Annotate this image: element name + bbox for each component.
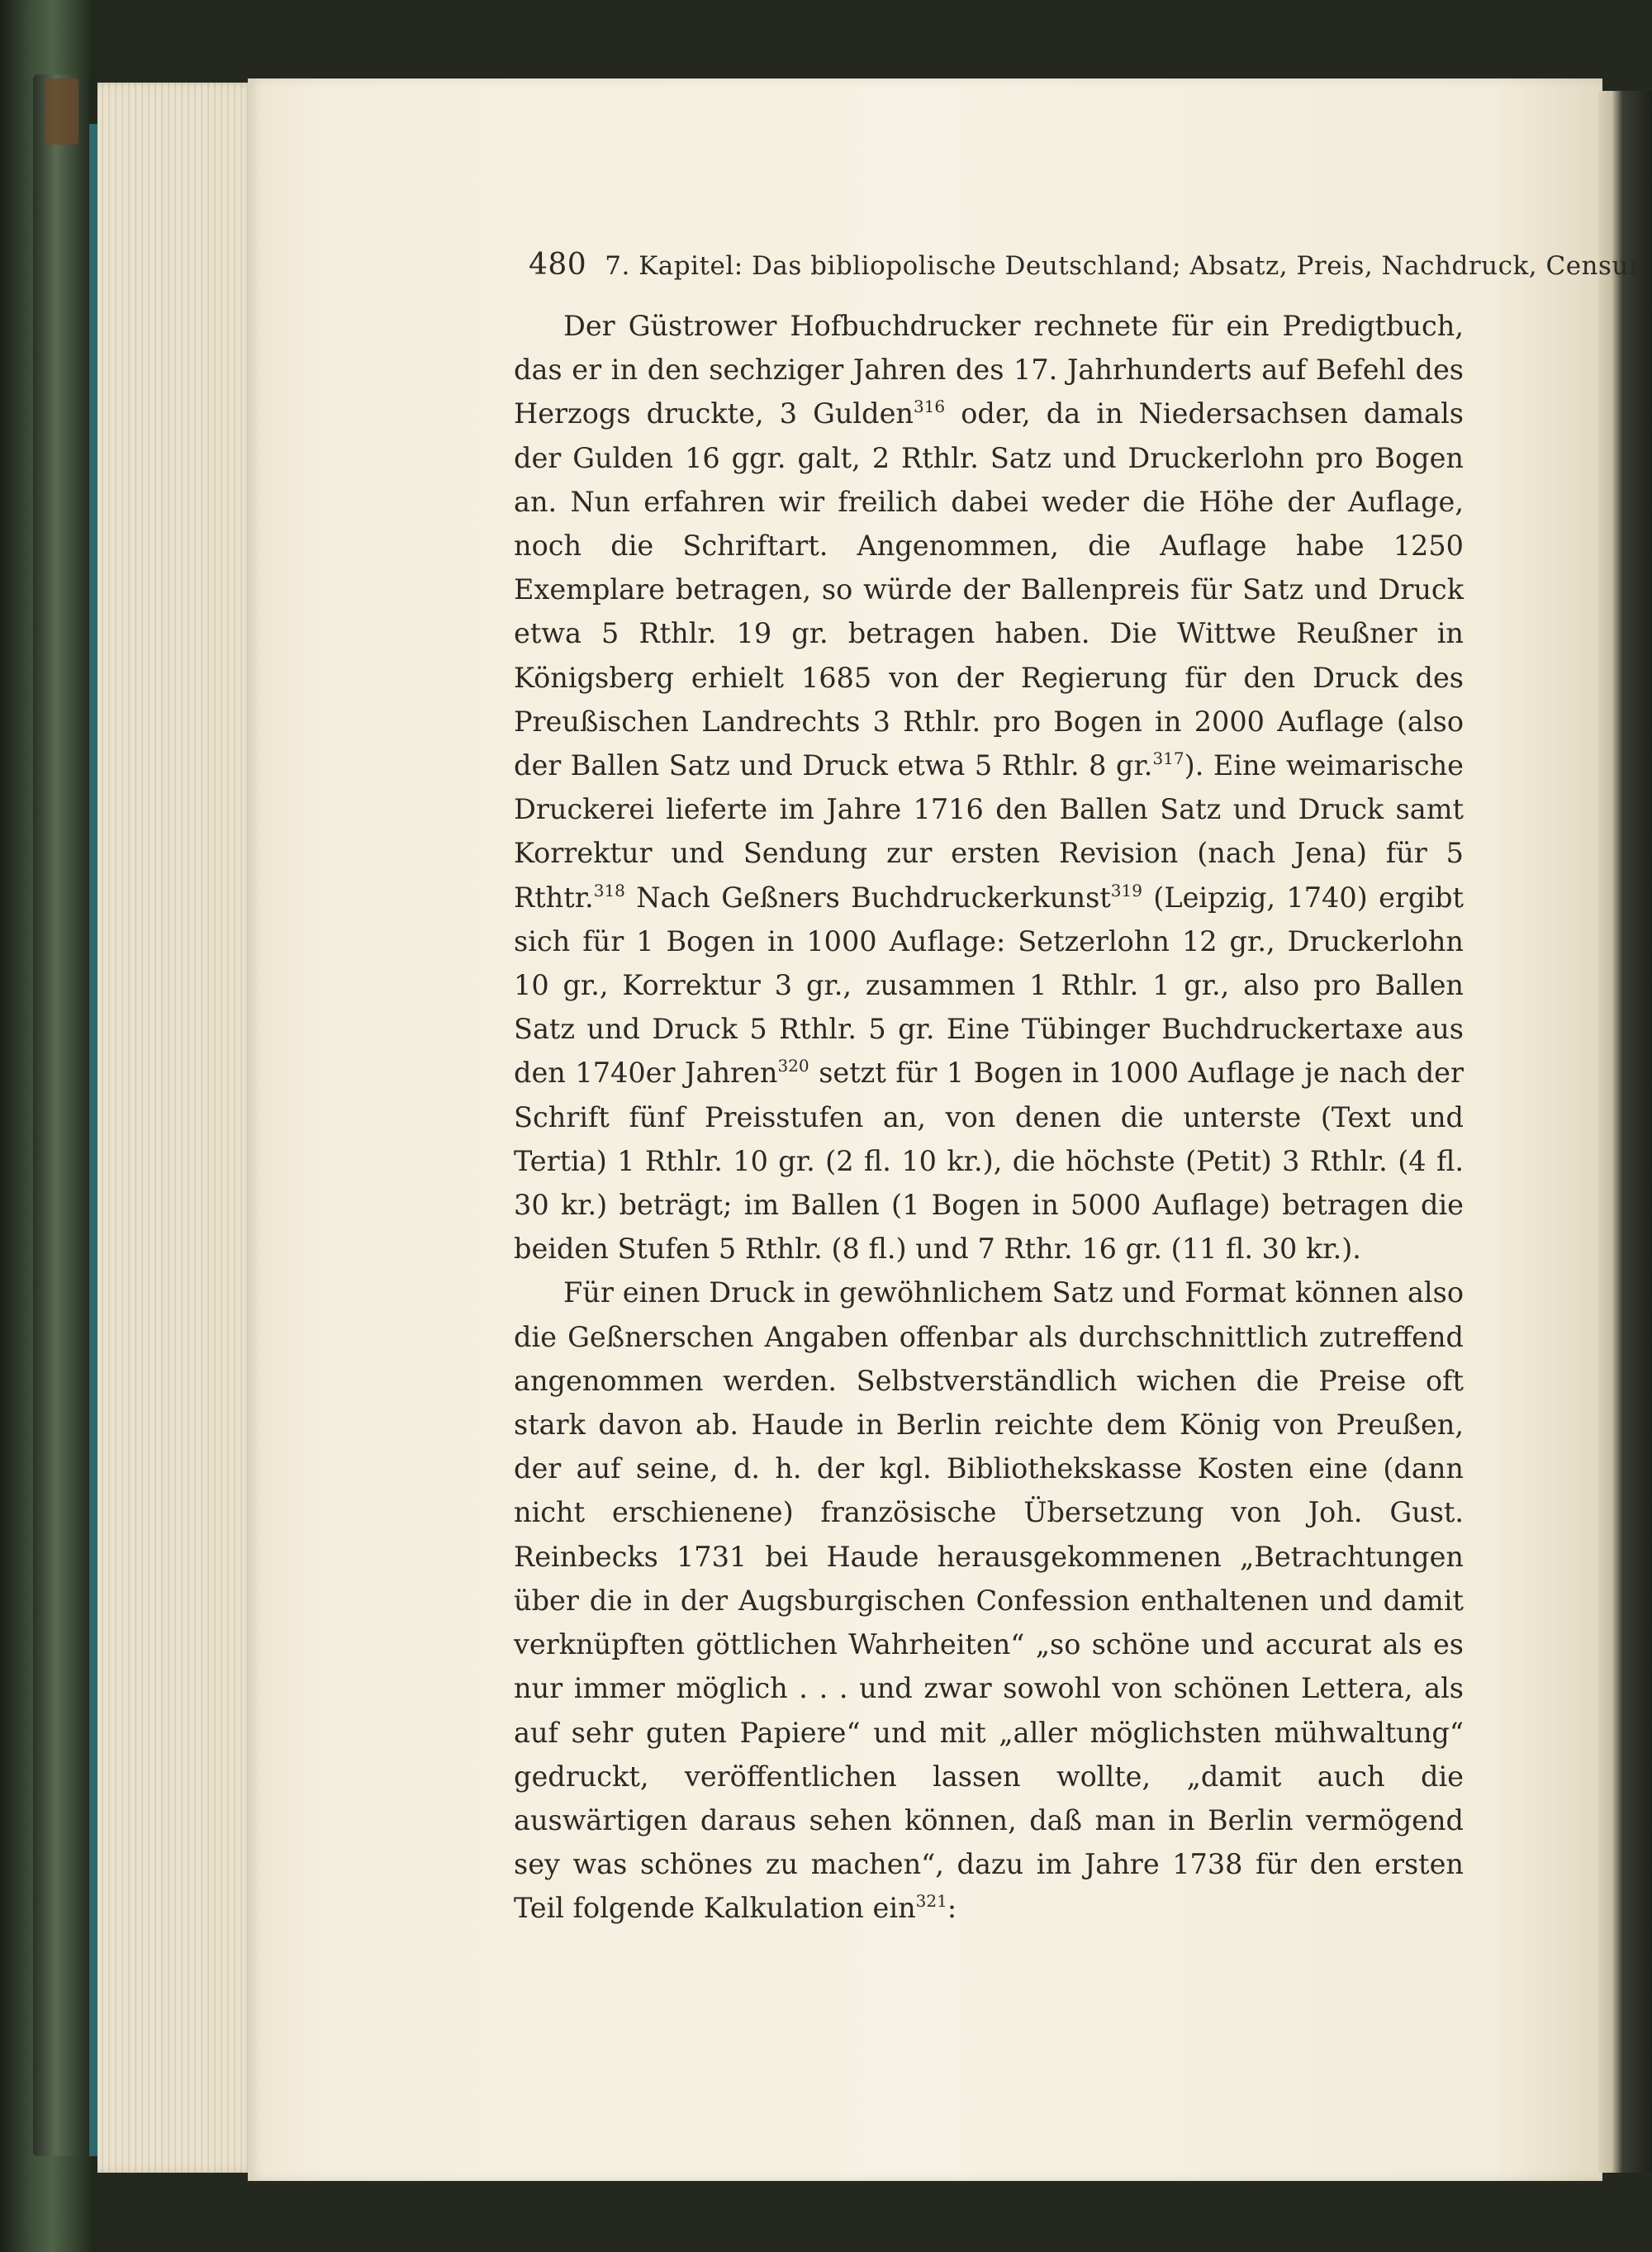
text-run: ). Eine weimarische Druckerei lieferte im Jahre 1716 den Ballen Satz und Druck samt Korrektur und Sendung zur ersten Revision (nach Jena) für 5 Rthtr. bbox=[514, 749, 1464, 914]
footnote-ref: 318 bbox=[593, 880, 625, 900]
page-edge-right bbox=[1598, 91, 1652, 2173]
text-run: setzt für 1 Bogen in 1000 Auflage je nach der Schrift fünf Preisstufen an, von denen die unterste (Text und Tertia) 1 Rthlr. 10 gr. (2 fl. 10 kr.), die höchste (Petit) 3 Rthlr. (4 fl. 30 kr.) beträgt; im Ballen (1 Bogen in 5000 Auflage) betragen die beiden Stufen 5 Rthlr. (8 fl.) und 7 Rthr. 16 gr. (11 fl. 30 kr.). bbox=[514, 1057, 1464, 1266]
page-edges-left bbox=[97, 83, 254, 2173]
paragraph bbox=[514, 304, 1464, 1271]
running-header bbox=[529, 248, 1648, 282]
page-number: 480 bbox=[529, 248, 587, 282]
text-run: Der Güstrower Hofbuchdrucker rechnete für ein Predigtbuch, das er in den sechziger Jahren des 17. Jahrhunderts auf Befehl des Herzogs druckte, 3 Gulden bbox=[514, 310, 1464, 430]
text-run: : bbox=[947, 1892, 957, 1925]
chapter-title: 7. Kapitel: Das bibliopolische Deutschland; Absatz, Preis, Nachdruck, Censur. bbox=[605, 251, 1648, 281]
scan-background-bottom bbox=[248, 2181, 1602, 2252]
paragraph bbox=[514, 1271, 1464, 1930]
text-run: Nach Geßners Buchdruckerkunst bbox=[624, 881, 1111, 914]
footnote-ref: 321 bbox=[915, 1891, 947, 1912]
footnote-ref: 317 bbox=[1152, 748, 1184, 769]
footnote-ref: 319 bbox=[1110, 880, 1142, 900]
book-spine bbox=[33, 74, 91, 2156]
text-run: oder, da in Niedersachsen damals der Gulden 16 ggr. galt, 2 Rthlr. Satz und Druckerlohn pro Bogen an. Nun erfahren wir freilich dabei weder die Höhe der Auflage, noch die Schriftart. Angenommen, die Auflage habe 1250 Exemplare betragen, so würde der Ballenpreis für Satz und Druck etwa 5 Rthlr. 19 gr. betragen haben. Die Wittwe Reußner in Königsberg erhielt 1685 von der Regierung für den Druck des Preußischen Landrechts 3 Rthlr. pro Bogen in 2000 Auflage (also der Ballen Satz und Druck etwa 5 Rthlr. 8 gr. bbox=[514, 397, 1464, 782]
text-run: Für einen Druck in gewöhnlichem Satz und Format können also die Geßnerschen Angaben offenbar als durchschnittlich zutreffend angenommen werden. Selbstverständlich wichen die Preise oft stark davon ab. Haude in Berlin reichte dem König von Preußen, der auf seine, d. h. der kgl. Bibliothekskasse Kosten eine (dann nicht erschienene) französische Übersetzung von Joh. Gust. Reinbecks 1731 bei Haude herausgekommenen „Betrachtungen über die in der Augsburgischen Confession enthaltenen und damit verknüpften göttlichen Wahrheiten“ „so schöne und accurat als es nur immer möglich . . . und zwar sowohl von schönen Lettera, als auf sehr guten Papiere“ und mit „aller möglichsten mühwaltung“ gedruckt, veröffentlichen lassen wollte, „damit auch die auswärtigen daraus sehen können, daß man in Berlin vermögend sey was schönes zu machen“, dazu im Jahre 1738 für den ersten Teil folgende Kalkulation ein bbox=[514, 1276, 1464, 1925]
cover-corner-leather bbox=[45, 78, 78, 145]
footnote-ref: 316 bbox=[913, 397, 946, 417]
footnote-ref: 320 bbox=[777, 1056, 809, 1076]
text-run: (Leipzig, 1740) ergibt sich für 1 Bogen in 1000 Auflage: Setzerlohn 12 gr., Druckerlohn 10 gr., Korrektur 3 gr., zusammen 1 Rthlr. 1 gr., also pro Ballen Satz und Druck 5 Rthlr. 5 gr. Eine Tübinger Buchdruckertaxe aus den 1740er Jahren bbox=[514, 881, 1464, 1090]
body-text bbox=[514, 304, 1464, 1931]
